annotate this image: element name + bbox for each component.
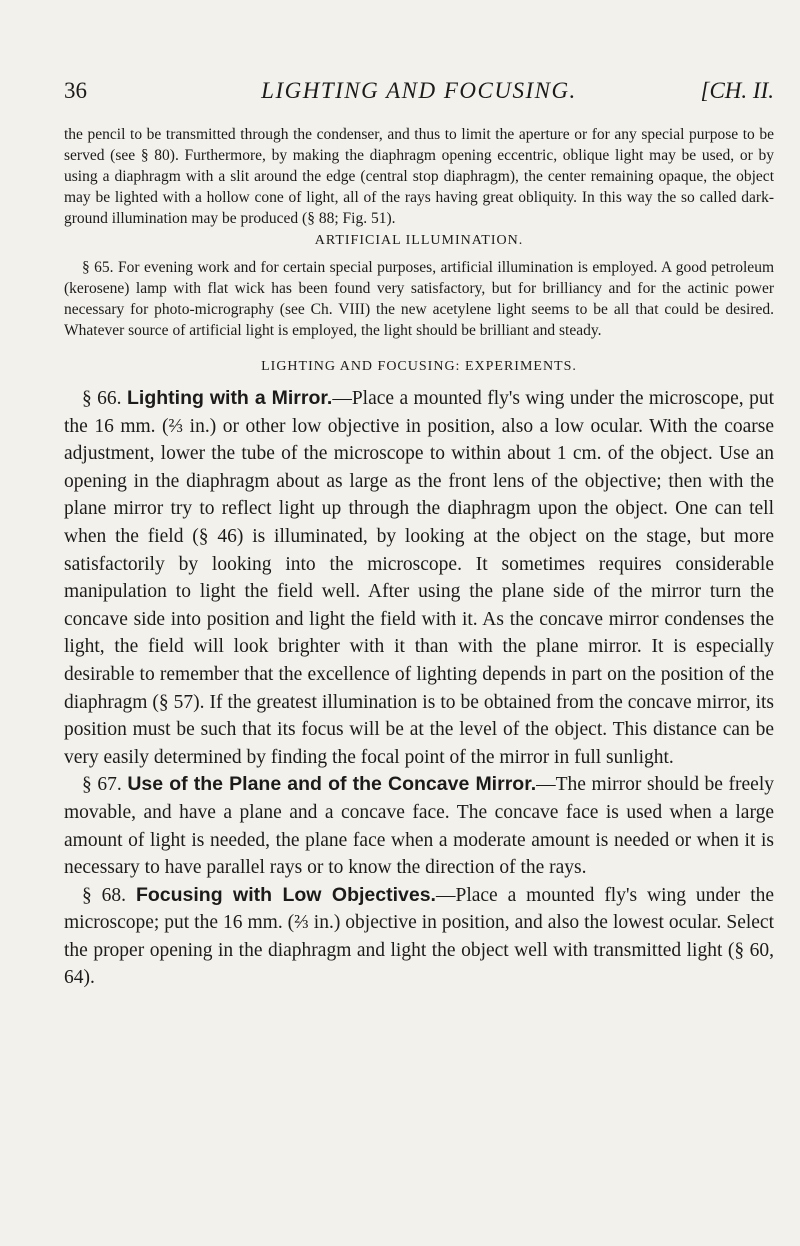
- section-66-number: § 66.: [82, 388, 122, 409]
- section-68-number: § 68.: [82, 884, 127, 906]
- section-66-paragraph: [64, 385, 774, 771]
- chapter-label: [CH. II.: [700, 78, 774, 103]
- section-67-paragraph: [64, 771, 774, 881]
- section-68-text: —Place a mounted fly's wing under the microscope; put the 16 mm. (⅔ in.) objective in position, and also the lowest ocular. Select the proper opening in the diaphragm and light the object well with transmitted light (§ 60, 64).: [64, 884, 775, 989]
- book-page: [64, 70, 774, 992]
- section-68-paragraph: [64, 882, 774, 992]
- artificial-illumination-heading: ARTIFICIAL ILLUMINATION.: [314, 233, 524, 248]
- running-title: LIGHTING AND FOCUSING.: [261, 78, 577, 103]
- section-68-title: Focusing with Low Objectives.: [135, 883, 436, 906]
- experiments-heading: LIGHTING AND FOCUSING: EXPERIMENTS.: [261, 359, 577, 374]
- section-66-title: Lighting with a Mirror.: [127, 387, 333, 409]
- section-67-title: Use of the Plane and of the Concave Mirror.: [127, 773, 537, 796]
- section-67-number: § 67.: [82, 774, 122, 796]
- section-67-text: —The mirror should be freely movable, and have a plane and a concave face. The concave face is used when a large amount of light is needed, the plane face when a moderate amount is needed or when it is necessary to have parallel rays or to know the direction of the rays.: [64, 774, 774, 879]
- running-header: [64, 70, 774, 104]
- section-65-paragraph: § 65. For evening work and for certain special purposes, artificial illumination is employed. A good petroleum (kerosene) lamp with flat wick has been found very satisfactory, but for brilliancy and for the actinic power necessary for photo-micrography (see Ch. VIII) the new acetylene light seems to be all that could be desired. Whatever source of artificial light is employed, the light should be brilliant and steady.: [64, 259, 774, 339]
- section-66-text: —Place a mounted fly's wing under the microscope, put the 16 mm. (⅔ in.) or other low objective in position, also a low ocular. With the coarse adjustment, lower the tube of the microscope to within about 1 cm. of the object. Use an opening in the diaphragm about as large as the front lens of the objective; then with the plane mirror try to reflect light up through the diaphragm upon the object. One can tell when the field (§ 46) is illuminated, by looking at the object on the stage, but more satisfactorily by looking into the microscope. It sometimes requires considerable manipulation to light the field well. After using the plane side of the mirror turn the concave side into position and light the field with it. As the concave mirror condenses the light, the field will look brighter with it than with the plane mirror. It is especially desirable to remember that the excellence of lighting depends in part on the position of the diaphragm (§ 57). If the greatest illumination is to be obtained from the concave mirror, its position must be such that its focus will be at the level of the object. This distance can be very easily determined by finding the focal point of the mirror in full sunlight.: [64, 388, 775, 768]
- intro-paragraph: the pencil to be transmitted through the condenser, and thus to limit the aperture or for any special purpose to be served (see § 80). Furthermore, by making the diaphragm opening eccentric, oblique light may be used, or by using a diaphragm with a slit around the edge (central stop diaphragm), the center remaining opaque, the object may be lighted with a hollow cone of light, all of the rays having great obliquity. In this way the so called dark-ground illumination may be produced (§ 88; Fig. 51).: [64, 126, 774, 227]
- page-number: 36: [64, 78, 87, 103]
